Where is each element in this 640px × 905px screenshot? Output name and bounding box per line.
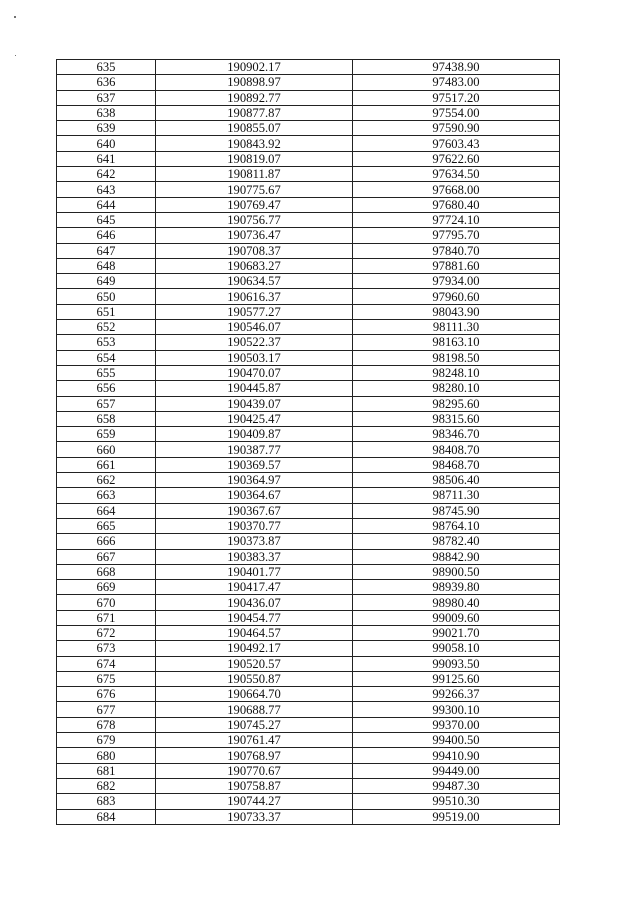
y-coordinate-cell: 98764.10 <box>353 518 560 533</box>
x-coordinate-cell: 190898.97 <box>156 75 353 90</box>
y-coordinate-cell: 97881.60 <box>353 258 560 273</box>
y-coordinate-cell: 97603.43 <box>353 136 560 151</box>
y-coordinate-cell: 98782.40 <box>353 534 560 549</box>
x-coordinate-cell: 190768.97 <box>156 748 353 763</box>
point-number-cell: 657 <box>57 396 156 411</box>
point-number-cell: 679 <box>57 733 156 748</box>
table-row <box>57 289 560 304</box>
table-row <box>57 733 560 748</box>
point-number-cell: 636 <box>57 75 156 90</box>
x-coordinate-cell: 190364.67 <box>156 488 353 503</box>
y-coordinate-cell: 99400.50 <box>353 733 560 748</box>
x-coordinate-cell: 190520.57 <box>156 656 353 671</box>
x-coordinate-cell: 190761.47 <box>156 733 353 748</box>
point-number-cell: 680 <box>57 748 156 763</box>
scan-speck <box>15 55 16 56</box>
point-number-cell: 681 <box>57 763 156 778</box>
y-coordinate-cell: 97668.00 <box>353 182 560 197</box>
point-number-cell: 643 <box>57 182 156 197</box>
table-row <box>57 748 560 763</box>
x-coordinate-cell: 190364.97 <box>156 473 353 488</box>
table-row <box>57 549 560 564</box>
y-coordinate-cell: 98900.50 <box>353 564 560 579</box>
y-coordinate-cell: 98408.70 <box>353 442 560 457</box>
point-number-cell: 635 <box>57 60 156 75</box>
point-number-cell: 646 <box>57 228 156 243</box>
table-row <box>57 580 560 595</box>
y-coordinate-cell: 98506.40 <box>353 473 560 488</box>
point-number-cell: 642 <box>57 167 156 182</box>
table-row <box>57 564 560 579</box>
y-coordinate-cell: 97934.00 <box>353 274 560 289</box>
x-coordinate-cell: 190769.47 <box>156 197 353 212</box>
point-number-cell: 638 <box>57 105 156 120</box>
table-row <box>57 518 560 533</box>
x-coordinate-cell: 190546.07 <box>156 320 353 335</box>
point-number-cell: 640 <box>57 136 156 151</box>
y-coordinate-cell: 97724.10 <box>353 212 560 227</box>
x-coordinate-cell: 190401.77 <box>156 564 353 579</box>
y-coordinate-cell: 98198.50 <box>353 350 560 365</box>
y-coordinate-cell: 98248.10 <box>353 365 560 380</box>
table-row <box>57 687 560 702</box>
point-number-cell: 669 <box>57 580 156 595</box>
table-row <box>57 274 560 289</box>
point-number-cell: 650 <box>57 289 156 304</box>
x-coordinate-cell: 190892.77 <box>156 90 353 105</box>
table-row <box>57 136 560 151</box>
table-row <box>57 365 560 380</box>
x-coordinate-cell: 190470.07 <box>156 365 353 380</box>
point-number-cell: 651 <box>57 304 156 319</box>
table-row <box>57 717 560 732</box>
table-row <box>57 304 560 319</box>
x-coordinate-cell: 190439.07 <box>156 396 353 411</box>
table-row <box>57 427 560 442</box>
y-coordinate-cell: 97680.40 <box>353 197 560 212</box>
point-number-cell: 672 <box>57 625 156 640</box>
point-number-cell: 654 <box>57 350 156 365</box>
x-coordinate-cell: 190877.87 <box>156 105 353 120</box>
point-number-cell: 684 <box>57 809 156 824</box>
y-coordinate-cell: 97634.50 <box>353 167 560 182</box>
table-row <box>57 641 560 656</box>
x-coordinate-cell: 190770.67 <box>156 763 353 778</box>
y-coordinate-cell: 98043.90 <box>353 304 560 319</box>
table-row <box>57 656 560 671</box>
y-coordinate-cell: 99449.00 <box>353 763 560 778</box>
x-coordinate-cell: 190383.37 <box>156 549 353 564</box>
table-row <box>57 503 560 518</box>
point-number-cell: 676 <box>57 687 156 702</box>
table-row <box>57 473 560 488</box>
table-row <box>57 411 560 426</box>
x-coordinate-cell: 190409.87 <box>156 427 353 442</box>
y-coordinate-cell: 97795.70 <box>353 228 560 243</box>
point-number-cell: 637 <box>57 90 156 105</box>
y-coordinate-cell: 99266.37 <box>353 687 560 702</box>
table-row <box>57 335 560 350</box>
y-coordinate-cell: 97438.90 <box>353 60 560 75</box>
point-number-cell: 665 <box>57 518 156 533</box>
point-number-cell: 645 <box>57 212 156 227</box>
table-row <box>57 212 560 227</box>
y-coordinate-cell: 98280.10 <box>353 381 560 396</box>
point-number-cell: 653 <box>57 335 156 350</box>
y-coordinate-cell: 98842.90 <box>353 549 560 564</box>
x-coordinate-cell: 190775.67 <box>156 182 353 197</box>
table-row <box>57 105 560 120</box>
y-coordinate-cell: 97840.70 <box>353 243 560 258</box>
y-coordinate-cell: 98468.70 <box>353 457 560 472</box>
y-coordinate-cell: 98346.70 <box>353 427 560 442</box>
point-number-cell: 670 <box>57 595 156 610</box>
point-number-cell: 656 <box>57 381 156 396</box>
point-number-cell: 664 <box>57 503 156 518</box>
point-number-cell: 660 <box>57 442 156 457</box>
x-coordinate-cell: 190744.27 <box>156 794 353 809</box>
y-coordinate-cell: 98111.30 <box>353 320 560 335</box>
table-row <box>57 702 560 717</box>
scan-speck <box>14 16 16 18</box>
y-coordinate-cell: 97960.60 <box>353 289 560 304</box>
table-row <box>57 595 560 610</box>
y-coordinate-cell: 97517.20 <box>353 90 560 105</box>
table-row <box>57 457 560 472</box>
x-coordinate-cell: 190843.92 <box>156 136 353 151</box>
table-row <box>57 228 560 243</box>
x-coordinate-cell: 190819.07 <box>156 151 353 166</box>
table-row <box>57 167 560 182</box>
x-coordinate-cell: 190902.17 <box>156 60 353 75</box>
point-number-cell: 677 <box>57 702 156 717</box>
point-number-cell: 655 <box>57 365 156 380</box>
y-coordinate-cell: 97554.00 <box>353 105 560 120</box>
x-coordinate-cell: 190616.37 <box>156 289 353 304</box>
y-coordinate-cell: 99021.70 <box>353 625 560 640</box>
x-coordinate-cell: 190367.67 <box>156 503 353 518</box>
x-coordinate-cell: 190454.77 <box>156 610 353 625</box>
table-row <box>57 350 560 365</box>
y-coordinate-cell: 97590.90 <box>353 121 560 136</box>
x-coordinate-cell: 190445.87 <box>156 381 353 396</box>
point-number-cell: 675 <box>57 671 156 686</box>
x-coordinate-cell: 190370.77 <box>156 518 353 533</box>
table-row <box>57 488 560 503</box>
table-row <box>57 60 560 75</box>
point-number-cell: 662 <box>57 473 156 488</box>
x-coordinate-cell: 190756.77 <box>156 212 353 227</box>
table-row <box>57 121 560 136</box>
y-coordinate-cell: 98939.80 <box>353 580 560 595</box>
table-row <box>57 671 560 686</box>
point-number-cell: 661 <box>57 457 156 472</box>
point-number-cell: 647 <box>57 243 156 258</box>
table-row <box>57 534 560 549</box>
x-coordinate-cell: 190758.87 <box>156 778 353 793</box>
x-coordinate-cell: 190683.27 <box>156 258 353 273</box>
y-coordinate-cell: 98315.60 <box>353 411 560 426</box>
point-number-cell: 674 <box>57 656 156 671</box>
y-coordinate-cell: 97622.60 <box>353 151 560 166</box>
table-row <box>57 809 560 824</box>
table-row <box>57 610 560 625</box>
y-coordinate-cell: 99300.10 <box>353 702 560 717</box>
y-coordinate-cell: 99519.00 <box>353 809 560 824</box>
y-coordinate-cell: 97483.00 <box>353 75 560 90</box>
y-coordinate-cell: 98163.10 <box>353 335 560 350</box>
x-coordinate-cell: 190745.27 <box>156 717 353 732</box>
table-row <box>57 625 560 640</box>
point-number-cell: 683 <box>57 794 156 809</box>
point-number-cell: 663 <box>57 488 156 503</box>
x-coordinate-cell: 190855.07 <box>156 121 353 136</box>
x-coordinate-cell: 190464.57 <box>156 625 353 640</box>
y-coordinate-cell: 98745.90 <box>353 503 560 518</box>
x-coordinate-cell: 190369.57 <box>156 457 353 472</box>
table-row <box>57 151 560 166</box>
table-row <box>57 442 560 457</box>
y-coordinate-cell: 99410.90 <box>353 748 560 763</box>
point-number-cell: 682 <box>57 778 156 793</box>
y-coordinate-cell: 99125.60 <box>353 671 560 686</box>
coordinates-table-body <box>57 60 560 825</box>
point-number-cell: 671 <box>57 610 156 625</box>
y-coordinate-cell: 99009.60 <box>353 610 560 625</box>
x-coordinate-cell: 190733.37 <box>156 809 353 824</box>
y-coordinate-cell: 98295.60 <box>353 396 560 411</box>
table-row <box>57 197 560 212</box>
point-number-cell: 667 <box>57 549 156 564</box>
point-number-cell: 652 <box>57 320 156 335</box>
table-row <box>57 396 560 411</box>
y-coordinate-cell: 98711.30 <box>353 488 560 503</box>
point-number-cell: 658 <box>57 411 156 426</box>
table-row <box>57 778 560 793</box>
x-coordinate-cell: 190688.77 <box>156 702 353 717</box>
point-number-cell: 666 <box>57 534 156 549</box>
table-row <box>57 763 560 778</box>
x-coordinate-cell: 190634.57 <box>156 274 353 289</box>
x-coordinate-cell: 190708.37 <box>156 243 353 258</box>
x-coordinate-cell: 190436.07 <box>156 595 353 610</box>
x-coordinate-cell: 190387.77 <box>156 442 353 457</box>
x-coordinate-cell: 190811.87 <box>156 167 353 182</box>
y-coordinate-cell: 99093.50 <box>353 656 560 671</box>
x-coordinate-cell: 190522.37 <box>156 335 353 350</box>
point-number-cell: 649 <box>57 274 156 289</box>
x-coordinate-cell: 190425.47 <box>156 411 353 426</box>
point-number-cell: 641 <box>57 151 156 166</box>
table-row <box>57 243 560 258</box>
x-coordinate-cell: 190503.17 <box>156 350 353 365</box>
x-coordinate-cell: 190664.70 <box>156 687 353 702</box>
point-number-cell: 648 <box>57 258 156 273</box>
point-number-cell: 668 <box>57 564 156 579</box>
x-coordinate-cell: 190577.27 <box>156 304 353 319</box>
table-row <box>57 320 560 335</box>
x-coordinate-cell: 190736.47 <box>156 228 353 243</box>
point-number-cell: 659 <box>57 427 156 442</box>
table-row <box>57 381 560 396</box>
point-number-cell: 678 <box>57 717 156 732</box>
x-coordinate-cell: 190373.87 <box>156 534 353 549</box>
point-number-cell: 644 <box>57 197 156 212</box>
y-coordinate-cell: 98980.40 <box>353 595 560 610</box>
y-coordinate-cell: 99058.10 <box>353 641 560 656</box>
point-number-cell: 673 <box>57 641 156 656</box>
point-number-cell: 639 <box>57 121 156 136</box>
x-coordinate-cell: 190417.47 <box>156 580 353 595</box>
table-row <box>57 794 560 809</box>
table-row <box>57 182 560 197</box>
table-row <box>57 90 560 105</box>
y-coordinate-cell: 99370.00 <box>353 717 560 732</box>
x-coordinate-cell: 190550.87 <box>156 671 353 686</box>
table-row <box>57 75 560 90</box>
y-coordinate-cell: 99487.30 <box>353 778 560 793</box>
coordinates-table <box>56 59 560 825</box>
x-coordinate-cell: 190492.17 <box>156 641 353 656</box>
y-coordinate-cell: 99510.30 <box>353 794 560 809</box>
table-row <box>57 258 560 273</box>
